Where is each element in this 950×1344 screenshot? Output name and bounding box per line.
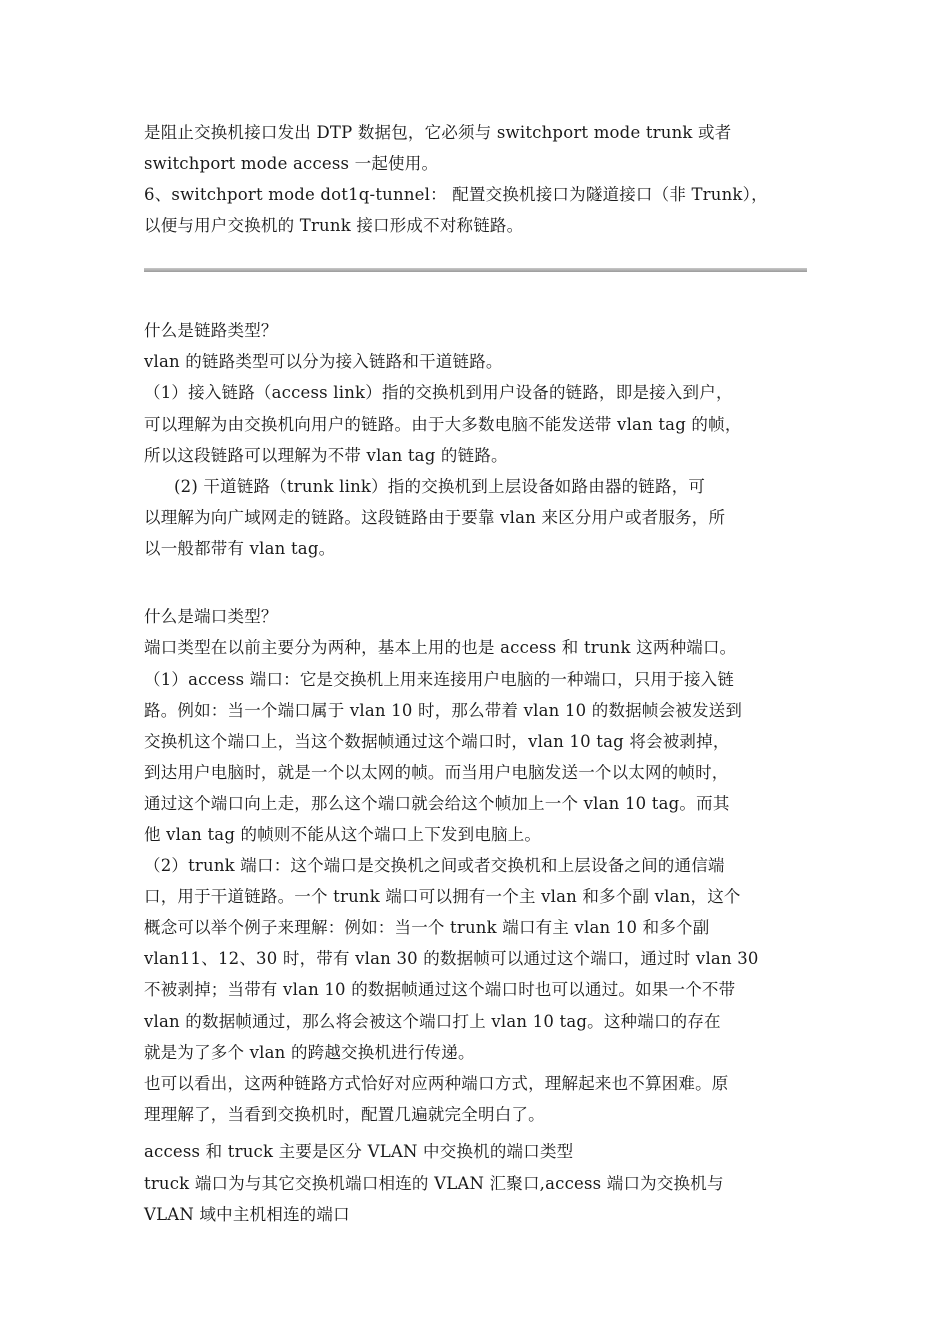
- paragraph-line: （1）接入链路（access link）指的交换机到用户设备的链路，即是接入到户，: [144, 383, 733, 402]
- paragraph-line: 可以理解为由交换机向用户的链路。由于大多数电脑不能发送带 vlan tag 的帧，: [144, 415, 742, 434]
- paragraph-line: 口，用于干道链路。一个 trunk 端口可以拥有一个主 vlan 和多个副 vlan，这个: [144, 887, 741, 906]
- paragraph-line: access 和 truck 主要是区分 VLAN 中交换机的端口类型: [144, 1142, 574, 1161]
- paragraph-line: VLAN 域中主机相连的端口: [144, 1205, 350, 1224]
- paragraph-line: 他 vlan tag 的帧则不能从这个端口上下发到电脑上。: [144, 825, 542, 844]
- paragraph-line: switchport mode access 一起使用。: [144, 154, 439, 173]
- paragraph-line: vlan 的数据帧通过，那么将会被这个端口打上 vlan 10 tag。这种端口的存在: [144, 1012, 721, 1031]
- paragraph-line: 通过这个端口向上走，那么这个端口就会给这个帧加上一个 vlan 10 tag。而其: [144, 794, 730, 813]
- paragraph-line: 就是为了多个 vlan 的跨越交换机进行传递。: [144, 1043, 475, 1062]
- paragraph-line: 交换机这个端口上，当这个数据帧通过这个端口时，vlan 10 tag 将会被剥掉，: [144, 732, 730, 751]
- paragraph-line: vlan 的链路类型可以分为接入链路和干道链路。: [144, 352, 503, 371]
- paragraph-line: 所以这段链路可以理解为不带 vlan tag 的链路。: [144, 446, 508, 465]
- paragraph-line: 端口类型在以前主要分为两种，基本上用的也是 access 和 trunk 这两种端口。: [144, 638, 737, 657]
- paragraph-line: 路。例如：当一个端口属于 vlan 10 时，那么带着 vlan 10 的数据帧会被发送到: [144, 701, 743, 720]
- paragraph-line: 以便与用户交换机的 Trunk 接口形成不对称链路。: [144, 216, 524, 235]
- paragraph-line: 也可以看出，这两种链路方式恰好对应两种端口方式，理解起来也不算困难。原: [144, 1074, 729, 1093]
- paragraph-line: truck 端口为与其它交换机端口相连的 VLAN 汇聚口,access 端口为交换机与: [144, 1174, 724, 1193]
- paragraph-line: （1）access 端口：它是交换机上用来连接用户电脑的一种端口，只用于接入链: [144, 670, 735, 689]
- paragraph-line: 以理解为向广域网走的链路。这段链路由于要靠 vlan 来区分用户或者服务，所: [144, 508, 726, 527]
- paragraph-line: (2) 干道链路（trunk link）指的交换机到上层设备如路由器的链路，可: [174, 477, 706, 496]
- paragraph-line: 6、switchport mode dot1q-tunnel： 配置交换机接口为隧道接口（非 Trunk），: [144, 185, 768, 204]
- section-heading-link-type: 什么是链路类型？: [144, 321, 278, 340]
- horizontal-divider: [144, 268, 807, 272]
- paragraph-line: 概念可以举个例子来理解：例如：当一个 trunk 端口有主 vlan 10 和多个副: [144, 918, 710, 937]
- paragraph-line: 不被剥掉；当带有 vlan 10 的数据帧通过这个端口时也可以通过。如果一个不带: [144, 980, 736, 999]
- paragraph-line: 是阻止交换机接口发出 DTP 数据包，它必须与 switchport mode trunk 或者: [144, 123, 732, 142]
- paragraph-line: 理理解了，当看到交换机时，配置几遍就完全明白了。: [144, 1105, 545, 1124]
- section-heading-port-type: 什么是端口类型？: [144, 607, 278, 626]
- paragraph-line: （2）trunk 端口：这个端口是交换机之间或者交换机和上层设备之间的通信端: [144, 856, 725, 875]
- paragraph-line: 到达用户电脑时，就是一个以太网的帧。而当用户电脑发送一个以太网的帧时，: [144, 763, 729, 782]
- paragraph-line: 以一般都带有 vlan tag。: [144, 539, 336, 558]
- paragraph-line: vlan11、12、30 时，带有 vlan 30 的数据帧可以通过这个端口，通过时 vlan 30: [144, 949, 759, 968]
